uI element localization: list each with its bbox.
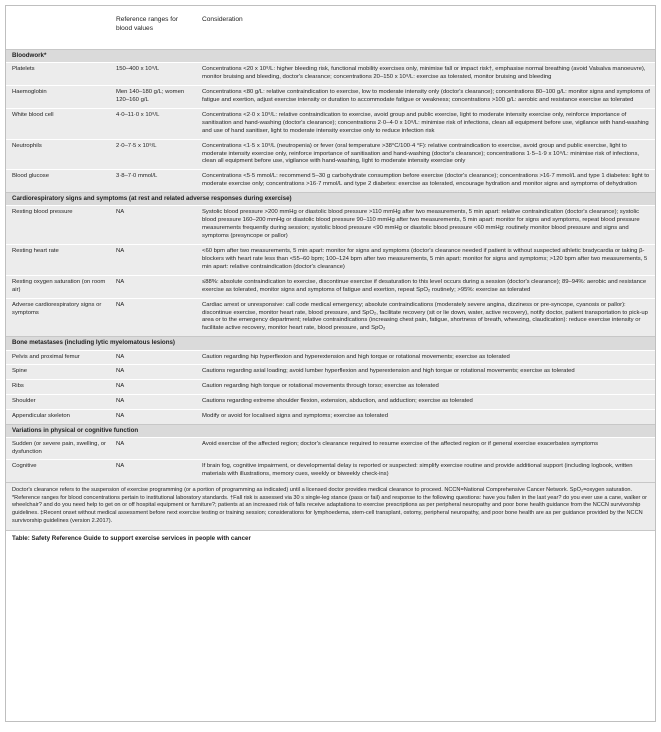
row-label: Resting oxygen saturation (on room air) — [6, 275, 110, 298]
table-row — [6, 245, 655, 276]
section-title: Bloodwork* — [6, 50, 655, 63]
table-row — [6, 410, 655, 425]
row-reference-range: NA — [110, 365, 196, 380]
row-label: Ribs — [6, 380, 110, 395]
table-row — [6, 63, 655, 86]
table-row — [6, 86, 655, 109]
row-consideration: Systolic blood pressure >200 mmHg or diastolic blood pressure >110 mmHg after two measurements, 5 min apart: relative contraindication (doctor's clearance); systolic blood pressure 160–200 mmHg or diastolic blood pressure 90–110 mmHg after two measurements, 5 min apart: monitor for signs and symptoms, repeat blood pressure measurements frequently during session; systolic blood pressure <90 mmHg or diastolic blood pressure <60 mmHg: routinely monitor blood pressure and signs and symptoms (presyncope or pallor) — [196, 206, 655, 245]
row-reference-range: 2·0–7·5 x 10⁹/L — [110, 139, 196, 170]
table-row — [6, 460, 655, 482]
table-caption: Table: Safety Reference Guide to support exercise services in people with cancer — [6, 530, 655, 546]
table-row — [6, 395, 655, 410]
row-consideration: Concentrations <80 g/L: relative contraindication to exercise, low to moderate intensity only (doctor's clearance); concentrations 80–100 g/L: monitor signs and symptoms of fatigue and exertion, adjust exercise intensity or duration to accommodate fatigue or weakness; concentrations >100 g/L: aerobic and resistance exercise as tolerated — [196, 86, 655, 109]
row-reference-range: NA — [110, 438, 196, 460]
row-reference-range: 3·8–7·0 mmol/L — [110, 170, 196, 193]
row-reference-range: NA — [110, 206, 196, 245]
row-consideration: Avoid exercise of the affected region; doctor's clearance required to resume exercise of the affected region or if general exercise exacerbates symptoms — [196, 438, 655, 460]
row-label: Adverse cardiorespiratory signs or symptoms — [6, 298, 110, 337]
row-label: Haemoglobin — [6, 86, 110, 109]
table-row — [6, 139, 655, 170]
table-row — [6, 170, 655, 193]
row-label: Cognitive — [6, 460, 110, 482]
row-consideration: Modify or avoid for localised signs and symptoms; exercise as tolerated — [196, 410, 655, 425]
row-label: Spine — [6, 365, 110, 380]
row-consideration: Cautions regarding extreme shoulder flexion, extension, abduction, and adduction; exercise as tolerated — [196, 395, 655, 410]
row-reference-range: NA — [110, 245, 196, 276]
row-reference-range: NA — [110, 350, 196, 365]
row-reference-range: NA — [110, 395, 196, 410]
table-body — [6, 50, 655, 483]
row-reference-range: NA — [110, 460, 196, 482]
safety-reference-table — [6, 6, 655, 482]
header-consideration: Consideration — [196, 6, 655, 50]
row-label: Shoulder — [6, 395, 110, 410]
table-row — [6, 350, 655, 365]
row-reference-range: NA — [110, 410, 196, 425]
row-reference-range: NA — [110, 298, 196, 337]
section-title: Variations in physical or cognitive function — [6, 425, 655, 438]
row-consideration: If brain fog, cognitive impairment, or developmental delay is reported or suspected: simplify exercise routine and provide additional support (including logbook, written materials with illustrations, memory cues, weekly or biweekly check-ins) — [196, 460, 655, 482]
row-consideration: Concentrations <1·5 x 10⁹/L (neutropenia) or fever (oral temperature >38°C/100·4 °F): relative contraindication to exercise, avoid group and public exercise, light to moderate intensity exercise only, reinforce importance of sanitisation and hand-washing (doctor's clearance); concentrations 1·5–1·9 x 10⁹/L: minimise risk of infections, clean all equipment before use, vigilance with hand-washing, light to moderate intensity exercise only — [196, 139, 655, 170]
row-consideration: ≤88%: absolute contraindication to exercise, discontinue exercise if desaturation to this level occurs during a session (doctor's clearance); 89–94%: aerobic and resistance exercise as tolerated, monitor signs and symptoms of fatigue and exertion, repeat SpO₂ routinely; >95%: exercise as tolerated — [196, 275, 655, 298]
row-reference-range: NA — [110, 380, 196, 395]
table-row — [6, 108, 655, 139]
row-reference-range: Men 140–180 g/L; women 120–160 g/L — [110, 86, 196, 109]
table-row — [6, 298, 655, 337]
row-label: Pelvis and proximal femur — [6, 350, 110, 365]
table-header-row — [6, 6, 655, 50]
row-label: Platelets — [6, 63, 110, 86]
table-footnotes: Doctor's clearance refers to the suspension of exercise programming (or a portion of programming as indicated) until a licensed doctor provides medical clearance to proceed. NCCN=National Comprehensive Cancer Network. SpO₂=oxygen saturation. *Reference ranges for blood concentrations pertain to institutional laboratory standards. †Fall risk is assessed via 30 s single-leg stance (pass or fail) and response to the following questions: have you fallen in the last year? do you ever use a cane, walker or wheelchair? and do you need help to get on or off hospital equipment or furniture?; patients at an increased risk of falls receive adaptations to exercise prescriptions as per peripheral neuropathy and poor bone health guidance from the NCCN survivorship guidelines. ‡Recent onset without medical assessment before next exercise testing or training session; considerations for lymphoedema, stem-cell transplant, ostomy, peripheral neuropathy, and poor bone health are as per guidance provided by the NCCN survivorship guidelines (version 2.2017). — [6, 482, 655, 530]
header-col1 — [6, 6, 110, 50]
row-label: White blood cell — [6, 108, 110, 139]
section-header-row — [6, 425, 655, 438]
row-consideration: Cardiac arrest or unresponsive: call code medical emergency; absolute contraindications (moderately severe angina, dizziness or pre-syncope, cyanosis or pallor): discontinue exercise, monitor heart rate, blood pressure, and SpO₂, facilitate recovery (sit or lie down, water, active recovery), notify doctor, patient transportation to pick-up area or to the emergency department; relative contraindications (increasing chest pain, fatigue, shortness of breath, wheezing, claudication): reduce exercise intensity or facilitate active recovery, monitor heart rate, blood pressure, and SpO₂ — [196, 298, 655, 337]
row-consideration: Concentrations <20 x 10⁹/L: higher bleeding risk, functional mobility exercises only, minimise fall or impact risk†, emphasise normal breathing (avoid Valsalva manoeuvre), monitor bruising and bleeding, doctor's clearance; concentrations 20–150 x 10⁹/L: exercise as tolerated, monitor bruising and bleeding — [196, 63, 655, 86]
row-consideration: Concentrations <2·0 x 10⁹/L: relative contraindication to exercise, avoid group and public exercise, light to moderate intensity exercise only, reinforce importance of sanitisation and hand-washing (doctor's clearance); concentrations 2·0–4·0 x 10⁹/L: minimise risk of infections, clean all equipment before use, vigilance with hand-washing and use of hand sanitiser, light to moderate intensity exercise only to reduce infection risk — [196, 108, 655, 139]
header-reference-ranges: Reference ranges for blood values — [110, 6, 196, 50]
row-reference-range: NA — [110, 275, 196, 298]
row-consideration: Concentrations <5·5 mmol/L: recommend 5–30 g carbohydrate consumption before exercise (doctor's clearance); concentrations >16·7 mmol/L and type 1 diabetes: light to moderate exercise only; concentrations >16·7 mmol/L and type 2 diabetes: exercise as tolerated, encourage hydration and monitor signs and symptoms of dehydration — [196, 170, 655, 193]
row-consideration: Caution regarding high torque or rotational movements through torso; exercise as tolerated — [196, 380, 655, 395]
table-row — [6, 206, 655, 245]
section-header-row — [6, 193, 655, 206]
row-consideration: Cautions regarding axial loading; avoid lumber hyperflexion and hyperextension and high torque or rotational movements; exercise as tolerated — [196, 365, 655, 380]
row-label: Resting blood pressure — [6, 206, 110, 245]
table-row — [6, 438, 655, 460]
document-page — [5, 5, 656, 722]
row-reference-range: 4·0–11·0 x 10⁹/L — [110, 108, 196, 139]
row-consideration: Caution regarding hip hyperflexion and hyperextension and high torque or rotational movements; exercise as tolerated — [196, 350, 655, 365]
section-title: Bone metastases (including lytic myelomatous lesions) — [6, 337, 655, 350]
row-label: Resting heart rate — [6, 245, 110, 276]
row-label: Sudden (or severe pain, swelling, or dysfunction — [6, 438, 110, 460]
section-header-row — [6, 337, 655, 350]
row-reference-range: 150–400 x 10⁹/L — [110, 63, 196, 86]
row-consideration: <60 bpm after two measurements, 5 min apart: monitor for signs and symptoms (doctor's clearance needed if patient is without suspected athletic bradycardia or taking β-blockers with heart rate less than <55–60 bpm; 100–124 bpm after two measurements, 5 min apart: monitor for signs and symptoms; >120 bpm after two measurements, 5 min apart: relative contraindication (doctor's clearance) — [196, 245, 655, 276]
row-label: Appendicular skeleton — [6, 410, 110, 425]
table-row — [6, 380, 655, 395]
table-row — [6, 365, 655, 380]
table-row — [6, 275, 655, 298]
section-title: Cardiorespiratory signs and symptoms (at rest and related adverse responses during exercise) — [6, 193, 655, 206]
row-label: Neutrophils — [6, 139, 110, 170]
row-label: Blood glucose — [6, 170, 110, 193]
section-header-row — [6, 50, 655, 63]
